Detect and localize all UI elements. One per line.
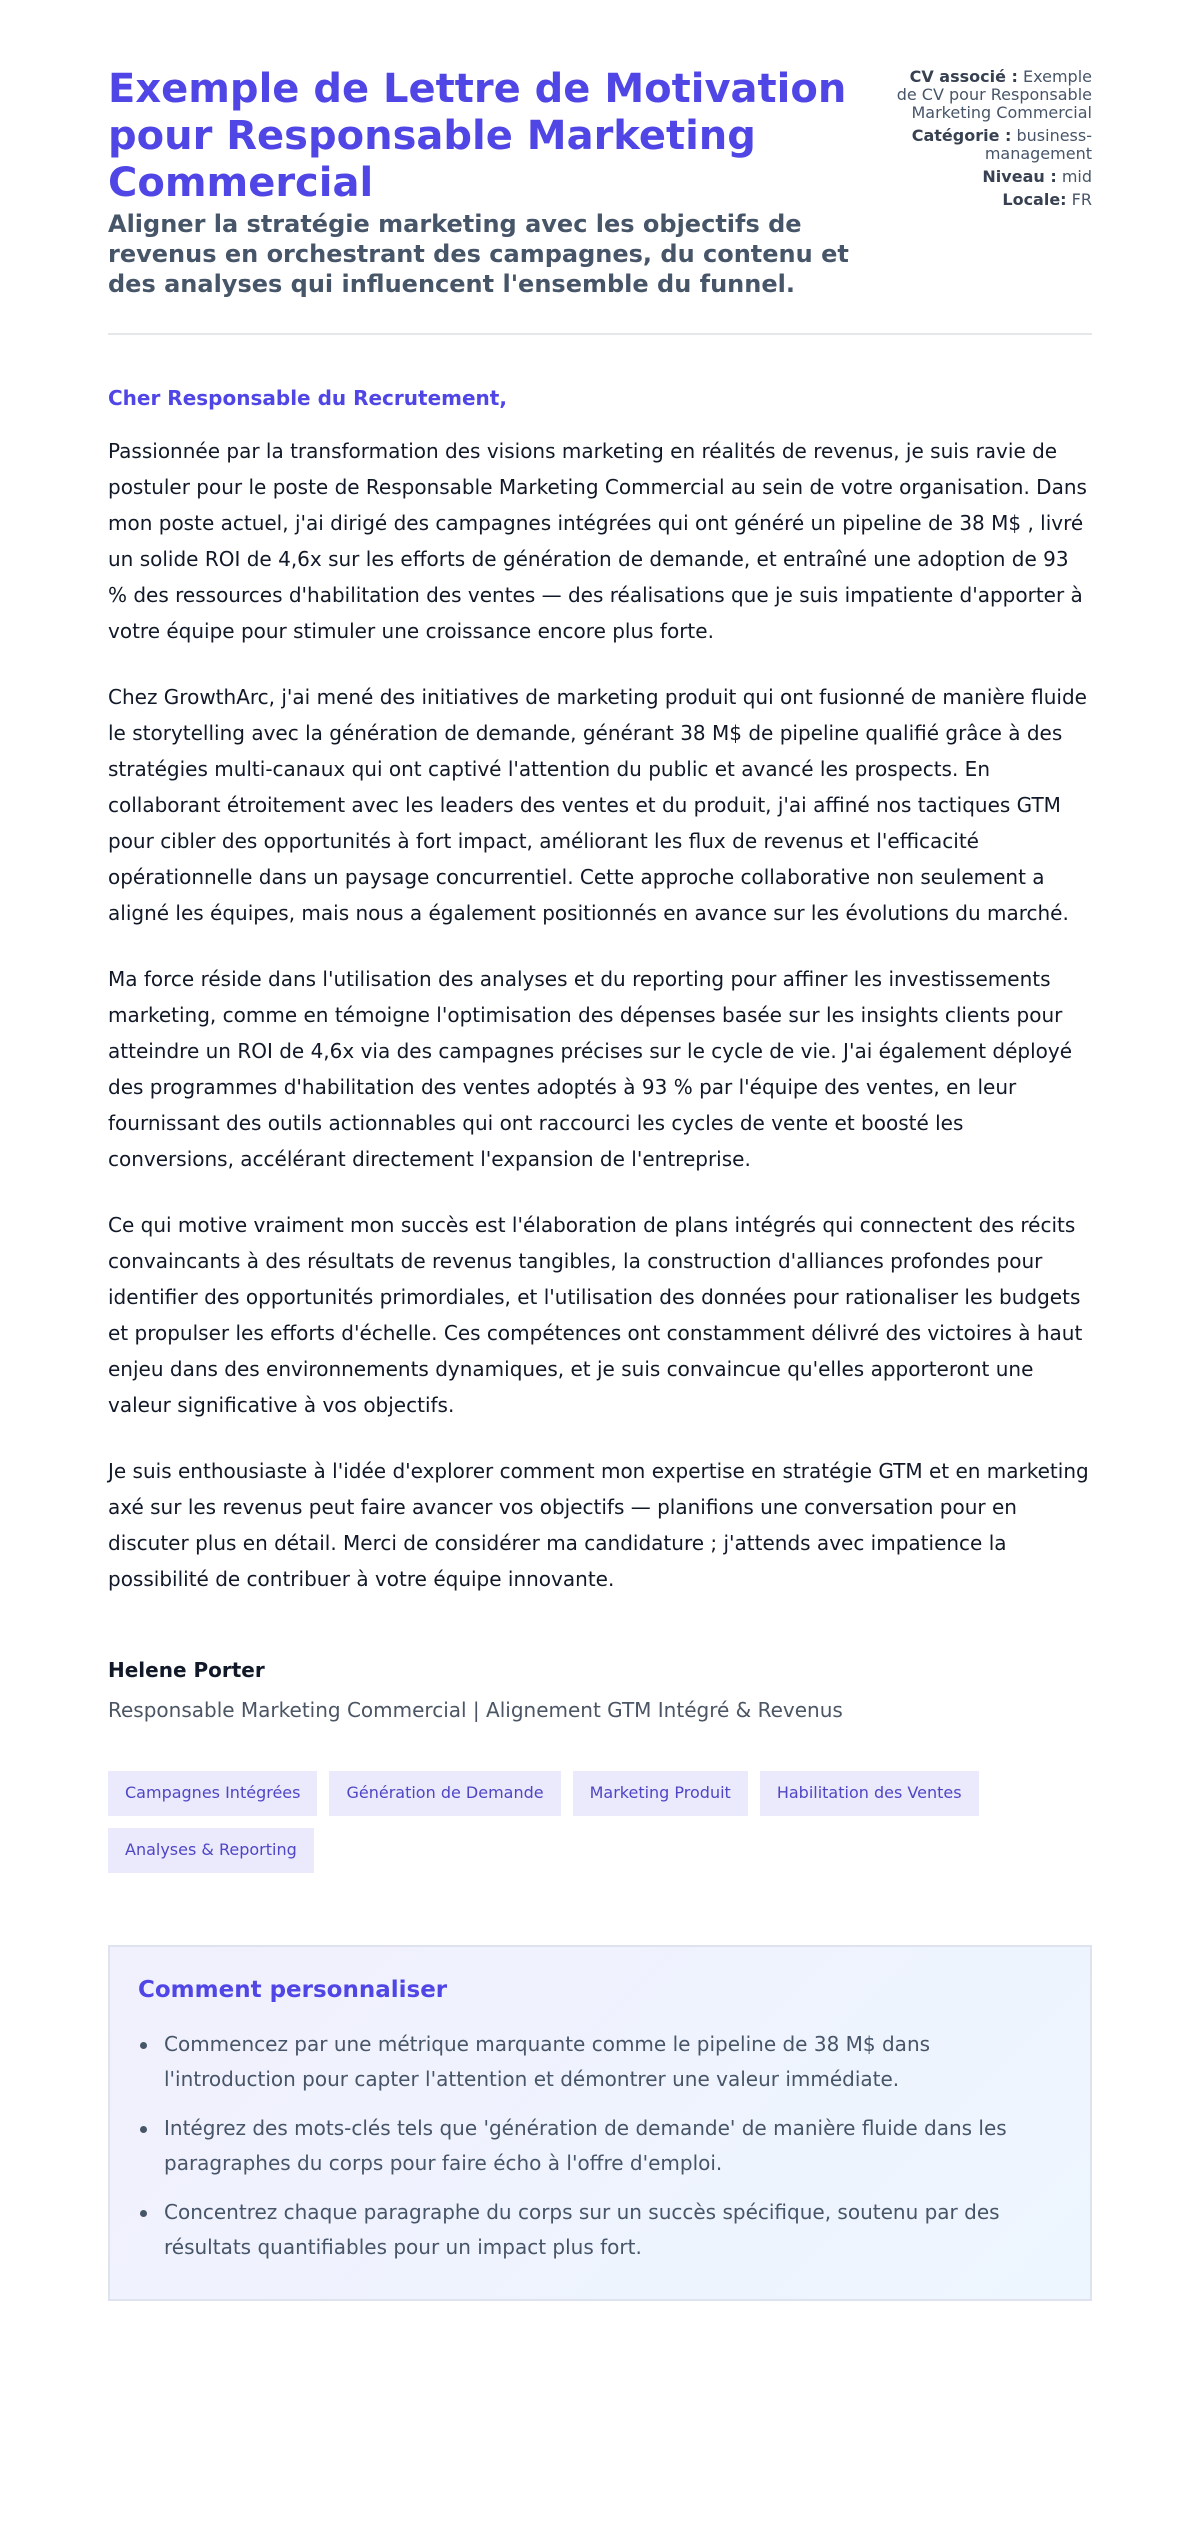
signature-block [108,1657,1092,1723]
letter-greeting: Cher Responsable du Recrutement, [108,386,507,410]
meta-cv-value: Exemple de CV pour Responsable Marketing Commercial [896,67,1092,122]
meta-cv-key: CV associé : [909,67,1018,86]
document-meta [892,66,1092,214]
skill-tag: Habilitation des Ventes [760,1771,979,1816]
tip-item: Commencez par une métrique marquante comme le pipeline de 38 M$ dans l'introduction pour capter l'attention et démontrer une valeur immédiate. [138,2027,1062,2097]
document-header [108,66,1092,335]
skill-tag: Marketing Produit [573,1771,748,1816]
tips-title: Comment personnaliser [138,1977,448,2003]
header-titles [108,66,868,299]
meta-level-value: mid [1061,167,1092,186]
meta-level-key: Niveau : [982,167,1057,186]
meta-cv [892,68,1092,122]
meta-category [892,127,1092,163]
letter-paragraph-1: Passionnée par la transformation des visions marketing en réalités de revenus, je suis ravie de postuler pour le poste de Responsable Marketing Commercial au sein de votre organisation. Dans mon poste actuel, j'ai dirigé des campagnes intégrées qui ont généré un pipeline de 38 M$ , livré un solide ROI de 4,6x sur les efforts de génération de demande, et entraîné une adoption de 93 % des ressources d'habilitation des ventes — des réalisations que je suis impatiente d'apporter à votre équipe pour stimuler une croissance encore plus forte. [108,439,1087,643]
skill-tag: Campagnes Intégrées [108,1771,317,1816]
signature-title: Responsable Marketing Commercial | Alignement GTM Intégré & Revenus [108,1698,843,1722]
letter-paragraph-4: Ce qui motive vraiment mon succès est l'élaboration de plans intégrés qui connectent des récits convaincants à des résultats de revenus tangibles, la construction d'alliances profondes pour identifier des opportunités primordiales, et l'utilisation des données pour rationaliser les budgets et propulser les efforts d'échelle. Ces compétences ont constamment délivré des victoires à haut enjeu dans des environnements dynamiques, et je suis convaincue qu'elles apporteront une valeur significative à vos objectifs. [108,1213,1083,1417]
page-title: Exemple de Lettre de Motivation pour Responsable Marketing Commercial [108,66,847,206]
meta-locale-key: Locale: [1002,190,1067,209]
letter-paragraph-3: Ma force réside dans l'utilisation des analyses et du reporting pour affiner les investissements marketing, comme en témoigne l'optimisation des dépenses basée sur les insights clients pour atteindre un ROI de 4,6x via des campagnes précises sur le cycle de vie. J'ai également déployé des programmes d'habilitation des ventes adoptés à 93 % par l'équipe des ventes, en leur fournissant des outils actionnables qui ont raccourci les cycles de vente et boosté les conversions, accélérant directement l'expansion de l'entreprise. [108,967,1073,1171]
letter-body [108,385,1092,1597]
tips-list [138,2027,1062,2265]
skill-tag: Génération de Demande [329,1771,560,1816]
meta-locale [892,191,1092,209]
skill-tag: Analyses & Reporting [108,1828,314,1873]
customization-tips-box [108,1945,1092,2301]
tip-item: Intégrez des mots-clés tels que 'génération de demande' de manière fluide dans les paragraphes du corps pour faire écho à l'offre d'emploi. [138,2111,1062,2181]
page-subtitle: Aligner la stratégie marketing avec les objectifs de revenus en orchestrant des campagnes, du contenu et des analyses qui influencent l'ensemble du funnel. [108,210,849,298]
meta-level [892,168,1092,186]
skill-tags [108,1771,1108,1873]
tip-item: Concentrez chaque paragraphe du corps sur un succès spécifique, soutenu par des résultats quantifiables pour un impact plus fort. [138,2195,1062,2265]
letter-paragraph-2: Chez GrowthArc, j'ai mené des initiatives de marketing produit qui ont fusionné de manière fluide le storytelling avec la génération de demande, générant 38 M$ de pipeline qualifié grâce à des stratégies multi-canaux qui ont captivé l'attention du public et avancé les prospects. En collaborant étroitement avec les leaders des ventes et du produit, j'ai affiné nos tactiques GTM pour cibler des opportunités à fort impact, améliorant les flux de revenus et l'efficacité opérationnelle dans un paysage concurrentiel. Cette approche collaborative non seulement a aligné les équipes, mais nous a également positionnés en avance sur les évolutions du marché. [108,685,1087,925]
meta-category-key: Catégorie : [911,126,1012,145]
meta-category-value: business-management [984,126,1092,163]
letter-paragraph-5: Je suis enthousiaste à l'idée d'explorer comment mon expertise en stratégie GTM et en marketing axé sur les revenus peut faire avancer vos objectifs — planifions une conversation pour en discuter plus en détail. Merci de considérer ma candidature ; j'attends avec impatience la possibilité de contribuer à votre équipe innovante. [108,1459,1089,1591]
signature-name: Helene Porter [108,1658,265,1682]
meta-locale-value: FR [1071,190,1092,209]
